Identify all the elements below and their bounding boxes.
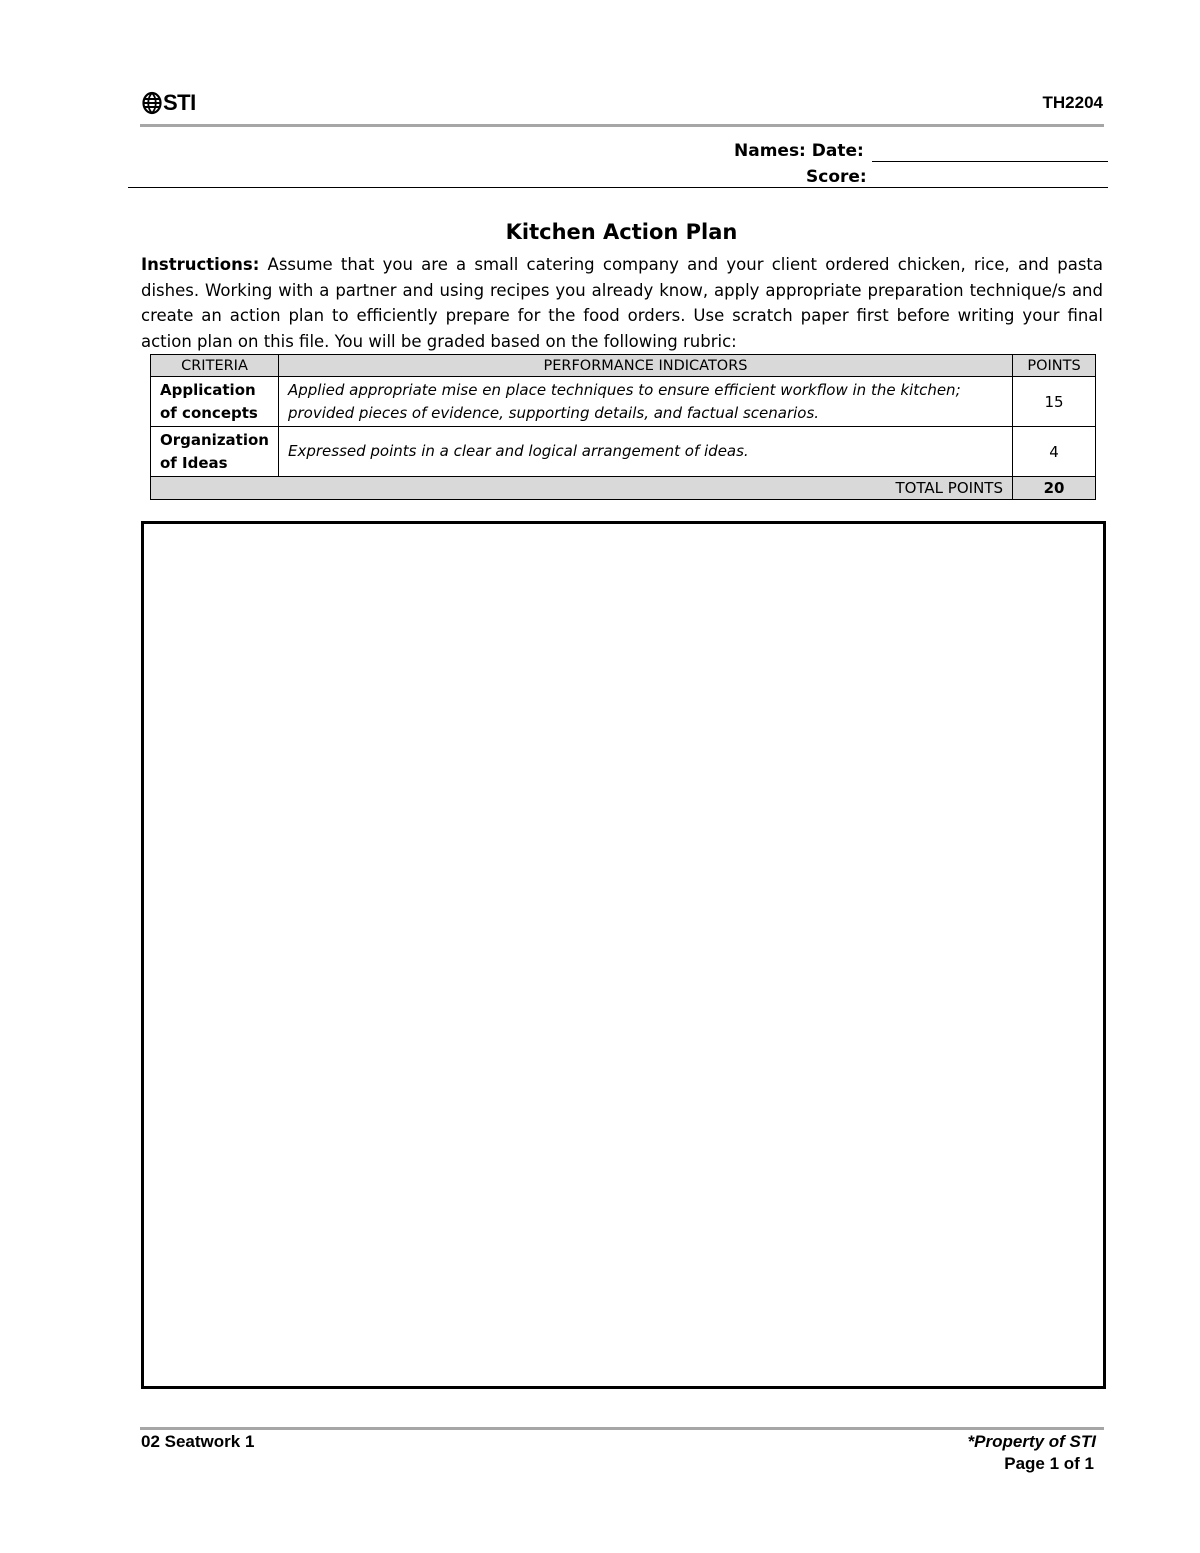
total-label: TOTAL POINTS bbox=[151, 477, 1013, 500]
table-row bbox=[151, 427, 1096, 477]
sti-globe-icon bbox=[142, 91, 162, 115]
sti-logo bbox=[142, 88, 196, 118]
indicator-cell: Expressed points in a clear and logical arrangement of ideas. bbox=[278, 427, 1012, 477]
score-blank-line[interactable] bbox=[128, 187, 1108, 188]
total-row bbox=[151, 477, 1096, 500]
action-plan-answer-box[interactable] bbox=[141, 521, 1106, 1389]
instructions-label: Instructions: bbox=[141, 255, 260, 274]
table-row bbox=[151, 377, 1096, 427]
footer-activity: 02 Seatwork 1 bbox=[141, 1432, 255, 1451]
criteria-header: CRITERIA bbox=[151, 355, 279, 377]
criteria-cell: Organization of Ideas bbox=[151, 427, 279, 477]
indicators-header: PERFORMANCE INDICATORS bbox=[278, 355, 1012, 377]
total-points: 20 bbox=[1013, 477, 1096, 500]
logo-text: STI bbox=[163, 90, 196, 115]
header-divider bbox=[140, 124, 1104, 127]
names-date-label: Names: Date: bbox=[734, 141, 864, 161]
date-blank-line[interactable] bbox=[872, 161, 1108, 162]
course-code: TH2204 bbox=[1042, 93, 1103, 112]
footer-property: *Property of STI bbox=[967, 1432, 1096, 1451]
criteria-cell: Application of concepts bbox=[151, 377, 279, 427]
page-title: Kitchen Action Plan bbox=[505, 220, 738, 244]
rubric-header-row bbox=[151, 355, 1096, 377]
footer-page-number: Page 1 of 1 bbox=[1004, 1454, 1094, 1473]
indicator-cell: Applied appropriate mise en place techniques to ensure efficient workflow in the kitchen; provided pieces of evidence, supporting details, and factual scenarios. bbox=[278, 377, 1012, 427]
points-cell: 4 bbox=[1013, 427, 1096, 477]
instructions bbox=[141, 252, 1103, 355]
footer-divider bbox=[140, 1427, 1104, 1430]
points-header: POINTS bbox=[1013, 355, 1096, 377]
instructions-text: Assume that you are a small catering company and your client ordered chicken, rice, and pasta dishes. Working with a partner and using recipes you already know, apply appropriate preparation technique/s and create an action plan to efficiently prepare for the food orders. Use scratch paper first before writing your final action plan on this file. You will be graded based on the following rubric: bbox=[141, 255, 1103, 352]
score-label: Score: bbox=[806, 167, 867, 187]
points-cell: 15 bbox=[1013, 377, 1096, 427]
rubric-table bbox=[150, 354, 1096, 500]
